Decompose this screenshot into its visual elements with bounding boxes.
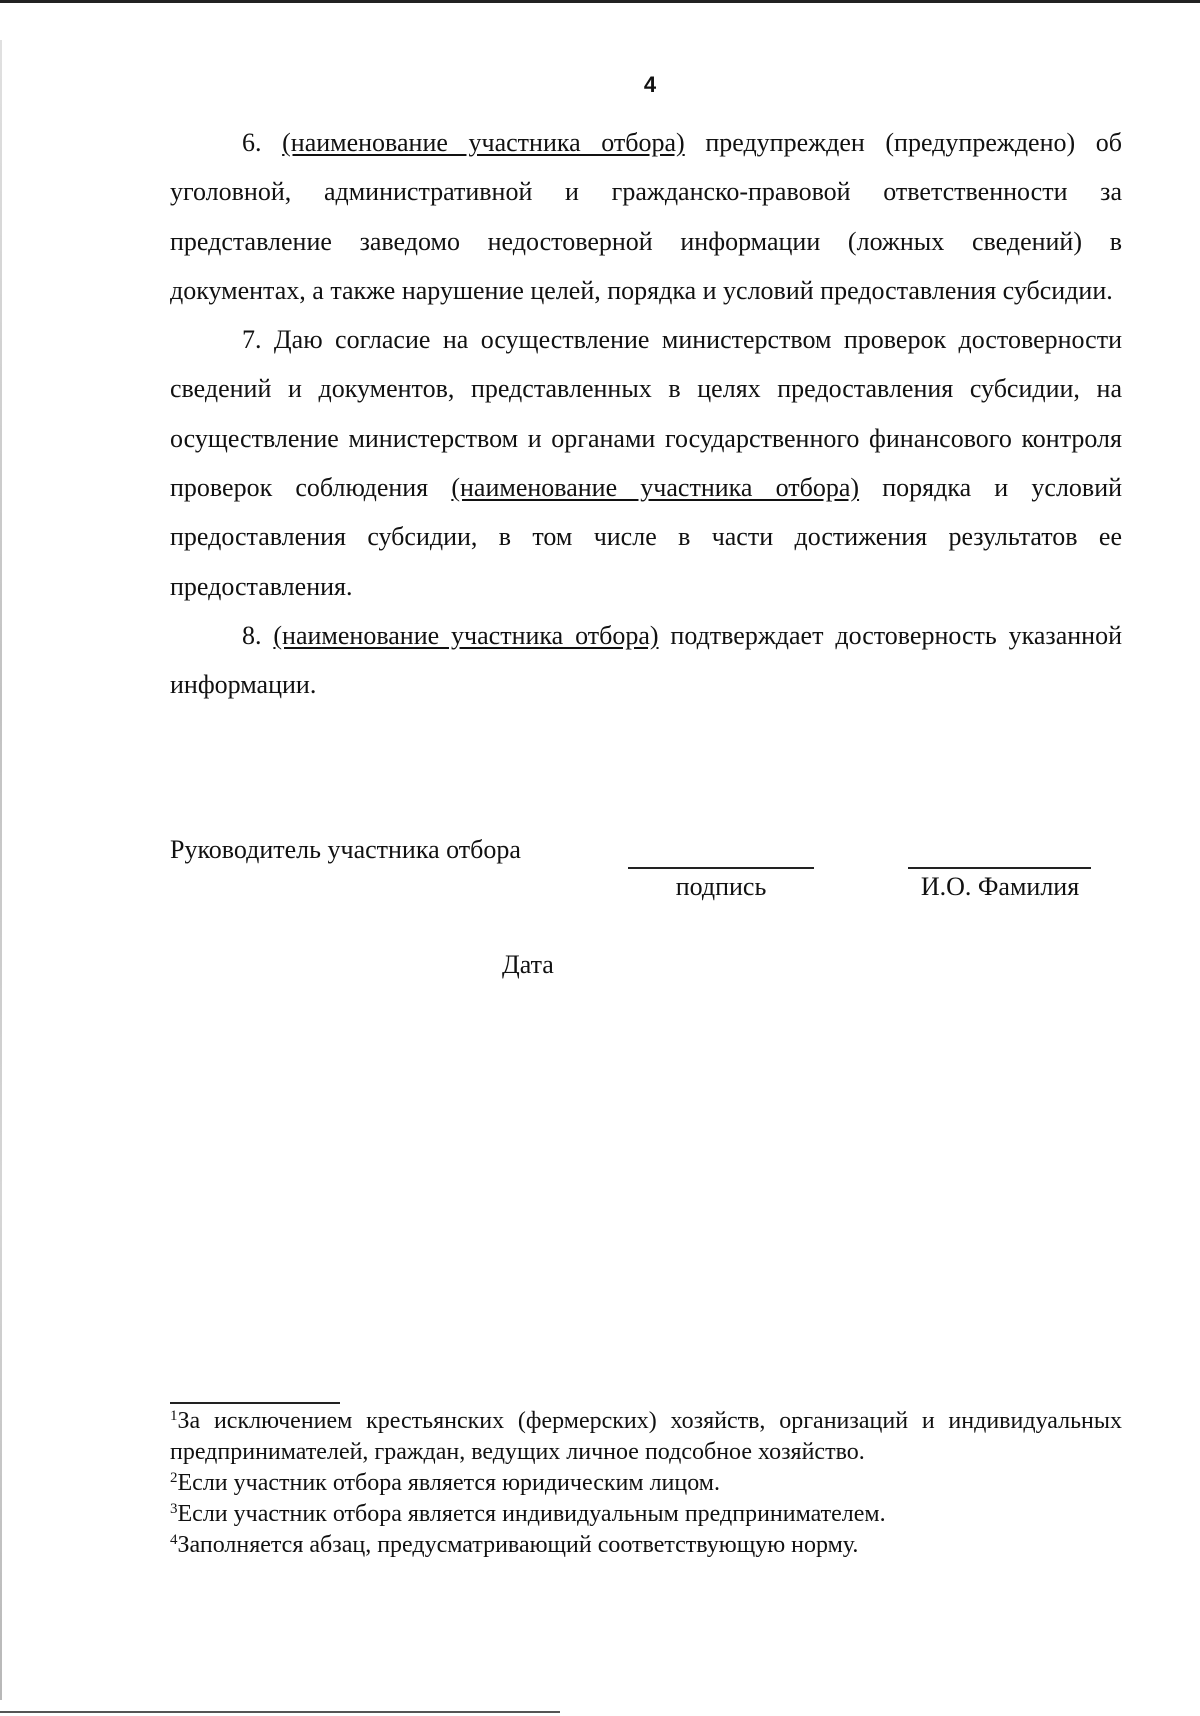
signature-caption: подпись	[675, 872, 767, 901]
footnote-4	[170, 1530, 1122, 1561]
participant-name-placeholder: (наименование участника отбора)	[451, 473, 860, 503]
paragraph-7-text-after: порядка и условий предоставления субсидии, в том числе в части достижения результатов ее предоставления.	[170, 473, 1123, 601]
paragraph-8-number: 8.	[242, 620, 262, 650]
paragraph-6	[170, 118, 1122, 315]
date-label: Дата	[502, 950, 554, 979]
top-border-line	[0, 0, 1200, 3]
footnote-text: За исключением крестьянских (фермерских) хозяйств, организаций и индивидуальных предпринимателей, граждан, ведущих личное подсобное хозяйство.	[170, 1408, 1122, 1465]
name-caption: И.О. Фамилия	[920, 872, 1080, 901]
paragraph-6-number: 6.	[242, 128, 262, 157]
footnote-mark: 2	[170, 1470, 178, 1486]
paragraph-7	[170, 315, 1122, 611]
page-number: 4	[643, 72, 657, 97]
footnote-mark: 1	[170, 1408, 178, 1424]
paragraph-8-text: подтверждает достоверность указанной информации.	[170, 620, 1122, 700]
footnote-separator	[170, 1402, 340, 1404]
scan-left-edge	[0, 40, 2, 1700]
footnote-mark: 3	[170, 1501, 178, 1517]
participant-name-placeholder: (наименование участника отбора)	[282, 128, 685, 157]
head-of-participant-label: Руководитель участника отбора	[170, 835, 521, 864]
footnote-2	[170, 1468, 1122, 1499]
paragraph-6-text: предупрежден (предупреждено) об уголовной, административной и гражданско-правовой ответственности за представление заведомо недостоверной информации (ложных сведений) в документах, а также нарушение целей, порядка и условий предоставления субсидии.	[170, 128, 1123, 305]
bottom-border-line	[0, 1711, 560, 1713]
footnote-text: Заполняется абзац, предусматривающий соответствующую норму.	[177, 1532, 859, 1558]
document-body	[170, 118, 1122, 710]
footnotes	[170, 1406, 1122, 1561]
footnote-1	[170, 1406, 1122, 1468]
paragraph-8	[170, 611, 1122, 710]
paragraph-7-text-before: 7. Даю согласие на осуществление министерством проверок достоверности сведений и документов, представленных в целях предоставления субсидии, на осуществление министерством и органами государственного финансового контроля проверок соблюдения	[170, 325, 1122, 503]
footnote-text: Если участник отбора является индивидуальным предпринимателем.	[177, 1501, 886, 1527]
footnote-text: Если участник отбора является юридическим лицом.	[177, 1470, 720, 1496]
footnote-mark: 4	[170, 1532, 178, 1548]
footnote-3	[170, 1499, 1122, 1530]
participant-name-placeholder: (наименование участника отбора)	[273, 620, 659, 650]
